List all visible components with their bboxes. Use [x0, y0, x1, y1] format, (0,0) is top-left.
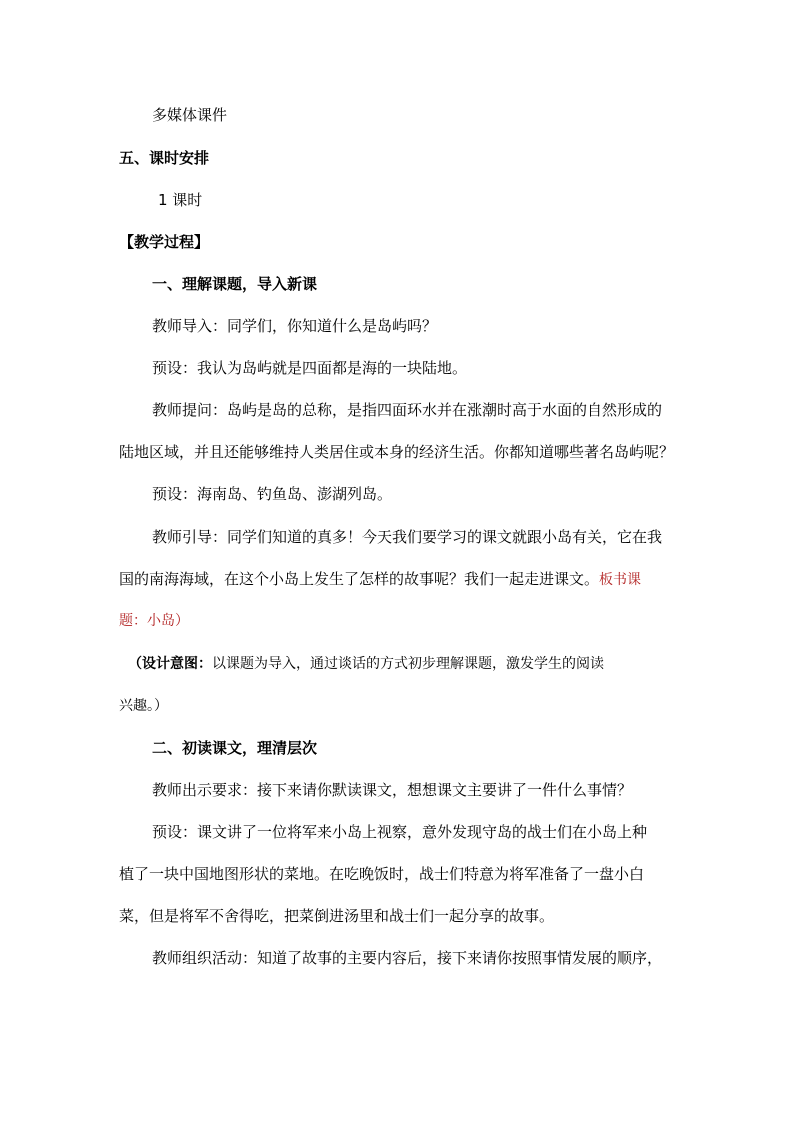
paragraph-preset-3-line-2: 植了一块中国地图形状的菜地。在吃晚饭时，战士们特意为将军准备了一盘小白 [119, 865, 645, 883]
heading-schedule: 五、课时安排 [119, 149, 210, 167]
paragraph-teacher-guide-line-1: 教师引导：同学们知道的真多！今天我们要学习的课文就跟小岛有关，它在我 [152, 528, 663, 546]
paragraph-teacher-question-line-2: 陆地区域，并且还能够维持人类居住或本身的经济生活。你都知道哪些著名岛屿呢？ [119, 443, 675, 461]
paragraph-period: 1 课时 [158, 191, 203, 209]
paragraph-teacher-activity: 教师组织活动：知道了故事的主要内容后，接下来请你按照事情发展的顺序， [152, 949, 663, 967]
paragraph-materials: 多媒体课件 [152, 106, 228, 124]
board-note-red: 板书课 [599, 572, 642, 588]
teacher-guide-text: 国的南海海域，在这个小岛上发生了怎样的故事呢？我们一起走进课文。 [119, 570, 600, 588]
design-intent-line-2: 兴趣。） [119, 698, 168, 714]
design-intent-label: （设计意图： [128, 656, 212, 672]
paragraph-preset-1: 预设：我认为岛屿就是四面都是海的一块陆地。 [152, 359, 468, 377]
paragraph-preset-2: 预设：海南岛、钓鱼岛、澎湖列岛。 [152, 485, 393, 503]
paragraph-preset-3-line-3: 菜，但是将军不舍得吃，把菜倒进汤里和战士们一起分享的故事。 [119, 907, 555, 925]
paragraph-teacher-guide-line-2 [119, 569, 641, 590]
paragraph-teacher-question-line-1: 教师提问：岛屿是岛的总称，是指四面环水并在涨潮时高于水面的自然形成的 [152, 401, 663, 419]
paragraph-teacher-requirement: 教师出示要求：接下来请你默读课文，想想课文主要讲了一件什么事情？ [152, 781, 633, 799]
paragraph-preset-3-line-1: 预设：课文讲了一位将军来小岛上视察，意外发现守岛的战士们在小岛上种 [152, 823, 648, 841]
paragraph-teacher-intro: 教师导入：同学们，你知道什么是岛屿吗？ [152, 317, 438, 335]
board-note-red-continued: 题：小岛） [119, 613, 189, 629]
design-intent-text: 以课题为导入，通过谈话的方式初步理解课题，激发学生的阅读 [212, 656, 604, 672]
section-title-2: 二、初读课文，理清层次 [152, 739, 318, 757]
heading-teaching-process: 【教学过程】 [119, 233, 210, 251]
design-intent-line-1 [128, 654, 604, 674]
section-title-1: 一、理解课题，导入新课 [152, 275, 318, 293]
